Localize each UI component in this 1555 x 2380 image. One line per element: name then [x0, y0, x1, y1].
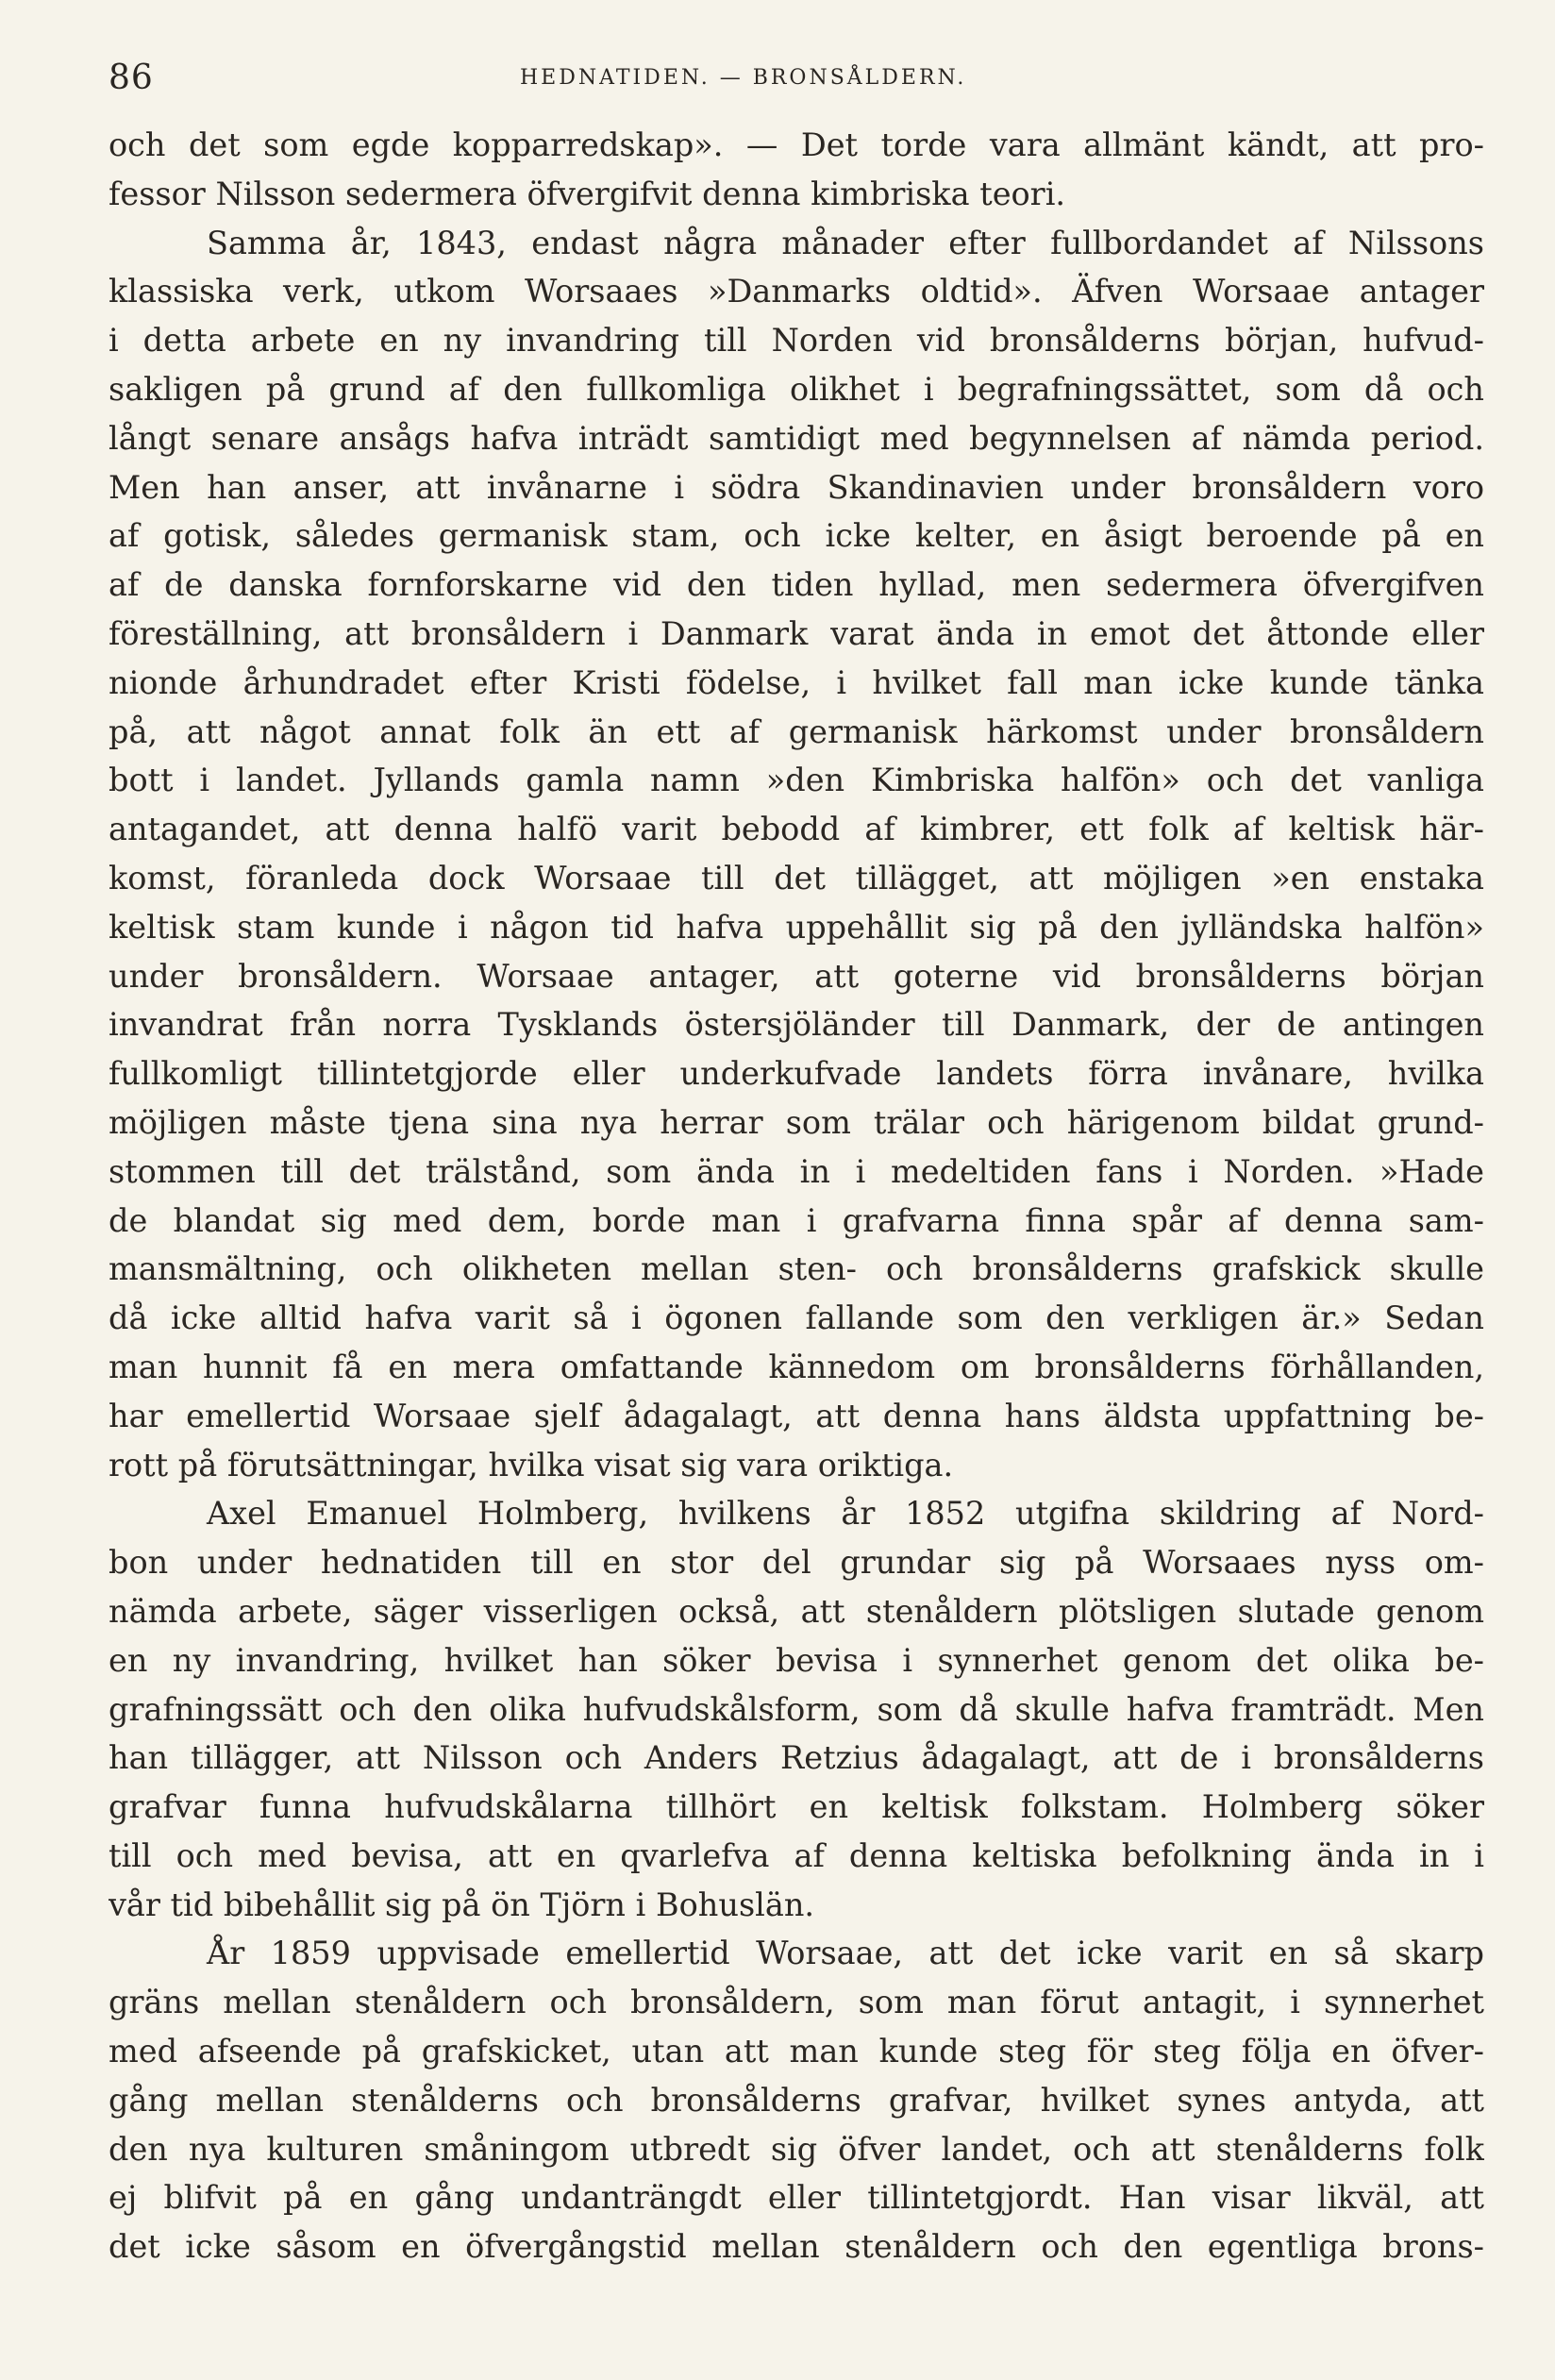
text-line: Men han anser, att invånarne i södra Skandinavien under bronsåldern voro	[109, 468, 1484, 506]
text-line: vår tid bibehållit sig på ön Tjörn i Bohuslän.	[109, 1886, 815, 1923]
text-line: Axel Emanuel Holmberg, hvilkens år 1852 utgifna skildring af Nord-	[207, 1495, 1484, 1533]
text-line: under bronsåldern. Worsaae antager, att goterne vid bronsålderns början	[109, 957, 1484, 995]
text-line: ej blifvit på en gång undanträngdt eller tillintetgjordt. Han visar likväl, att	[109, 2179, 1484, 2217]
text-line: bon under hednatiden till en stor del grundar sig på Worsaaes nyss om-	[109, 1544, 1484, 1582]
text-line: möjligen måste tjena sina nya herrar som trälar och härigenom bildat grund-	[109, 1103, 1484, 1141]
text-line: fessor Nilsson sedermera öfvergifvit denna kimbriska teori.	[109, 175, 1066, 212]
text-line: en ny invandring, hvilket han söker bevisa i synnerhet genom det olika be-	[109, 1641, 1484, 1679]
text-line: sakligen på grund af den fullkomliga olikhet i begrafningssättet, som då och	[109, 370, 1484, 408]
text-line: nionde århundradet efter Kristi födelse, i hvilket fall man icke kunde tänka	[109, 663, 1484, 701]
text-line: har emellertid Worsaae sjelf ådagalagt, att denna hans äldsta uppfattning be-	[109, 1397, 1484, 1434]
text-line: År 1859 uppvisade emellertid Worsaae, att det icke varit en så skarp	[207, 1935, 1484, 1972]
text-line: då icke alltid hafva varit så i ögonen fallande som den verkligen är.» Sedan	[109, 1299, 1484, 1337]
text-line: mansmältning, och olikheten mellan sten- och bronsålderns grafskick skulle	[109, 1250, 1484, 1288]
text-line: i detta arbete en ny invandring till Norden vid bronsålderns början, hufvud-	[109, 322, 1484, 360]
text-line: de blandat sig med dem, borde man i grafvarna finna spår af denna sam-	[109, 1201, 1484, 1239]
body-text	[109, 121, 1484, 2271]
text-line: af gotisk, således germanisk stam, och icke kelter, en åsigt beroende på en	[109, 517, 1484, 555]
text-line: gång mellan stenålderns och bronsålderns grafvar, hvilket synes antyda, att	[109, 2081, 1484, 2119]
text-line: till och med bevisa, att en qvarlefva af denna keltiska befolkning ända in i	[109, 1836, 1484, 1874]
text-line: rott på förutsättningar, hvilka visat sig vara oriktiga.	[109, 1446, 954, 1483]
text-line: Samma år, 1843, endast några månader efter fullbordandet af Nilssons	[207, 224, 1484, 261]
text-line: fullkomligt tillintetgjorde eller underkufvade landets förra invånare, hvilka	[109, 1055, 1484, 1093]
running-header-title: HEDNATIDEN. — BRONSÅLDERN.	[520, 66, 967, 90]
text-line: på, att något annat folk än ett af germanisk härkomst under bronsåldern	[109, 712, 1484, 750]
text-line: bott i landet. Jyllands gamla namn »den Kimbriska halfön» och det vanliga	[109, 762, 1484, 799]
text-line: det icke såsom en öfvergångstid mellan stenåldern och den egentliga brons-	[109, 2228, 1484, 2266]
text-line: nämda arbete, säger visserligen också, att stenåldern plötsligen slutade genom	[109, 1592, 1484, 1630]
text-line: och det som egde kopparredskap». — Det torde vara allmänt kändt, att pro-	[109, 126, 1484, 163]
text-line: den nya kulturen småningom utbredt sig öfver landet, och att stenålderns folk	[109, 2130, 1484, 2168]
text-line: keltisk stam kunde i någon tid hafva uppehållit sig på den jylländska halfön»	[109, 908, 1484, 946]
page-number: 86	[109, 59, 154, 97]
text-line: med afseende på grafskicket, utan att man kunde steg för steg följa en öfver-	[109, 2033, 1484, 2070]
text-line: klassiska verk, utkom Worsaaes »Danmarks oldtid». Äfven Worsaae antager	[109, 273, 1484, 310]
text-line: långt senare ansågs hafva inträdt samtidigt med begynnelsen af nämda period.	[109, 419, 1484, 457]
text-line: antagandet, att denna halfö varit bebodd af kimbrer, ett folk af keltisk här-	[109, 811, 1484, 848]
text-line: han tillägger, att Nilsson och Anders Retzius ådagalagt, att de i bronsålderns	[109, 1739, 1484, 1777]
text-line: stommen till det trälstånd, som ända in i medeltiden fans i Norden. »Hade	[109, 1152, 1484, 1190]
text-line: af de danska fornforskarne vid den tiden hyllad, men sedermera öfvergifven	[109, 566, 1484, 604]
text-line: grafvar funna hufvudskålarna tillhört en keltisk folkstam. Holmberg söker	[109, 1788, 1484, 1826]
text-line: gräns mellan stenåldern och bronsåldern, som man förut antagit, i synnerhet	[109, 1984, 1484, 2021]
running-head	[109, 59, 1477, 106]
text-line: invandrat från norra Tysklands östersjöländer till Danmark, der de antingen	[109, 1006, 1484, 1044]
text-line: föreställning, att bronsåldern i Danmark varat ända in emot det åttonde eller	[109, 614, 1484, 652]
text-line: komst, föranleda dock Worsaae till det tillägget, att möjligen »en enstaka	[109, 859, 1484, 897]
text-line: man hunnit få en mera omfattande kännedom om bronsålderns förhållanden,	[109, 1348, 1484, 1385]
text-line: grafningssätt och den olika hufvudskålsform, som då skulle hafva framträdt. Men	[109, 1690, 1484, 1728]
